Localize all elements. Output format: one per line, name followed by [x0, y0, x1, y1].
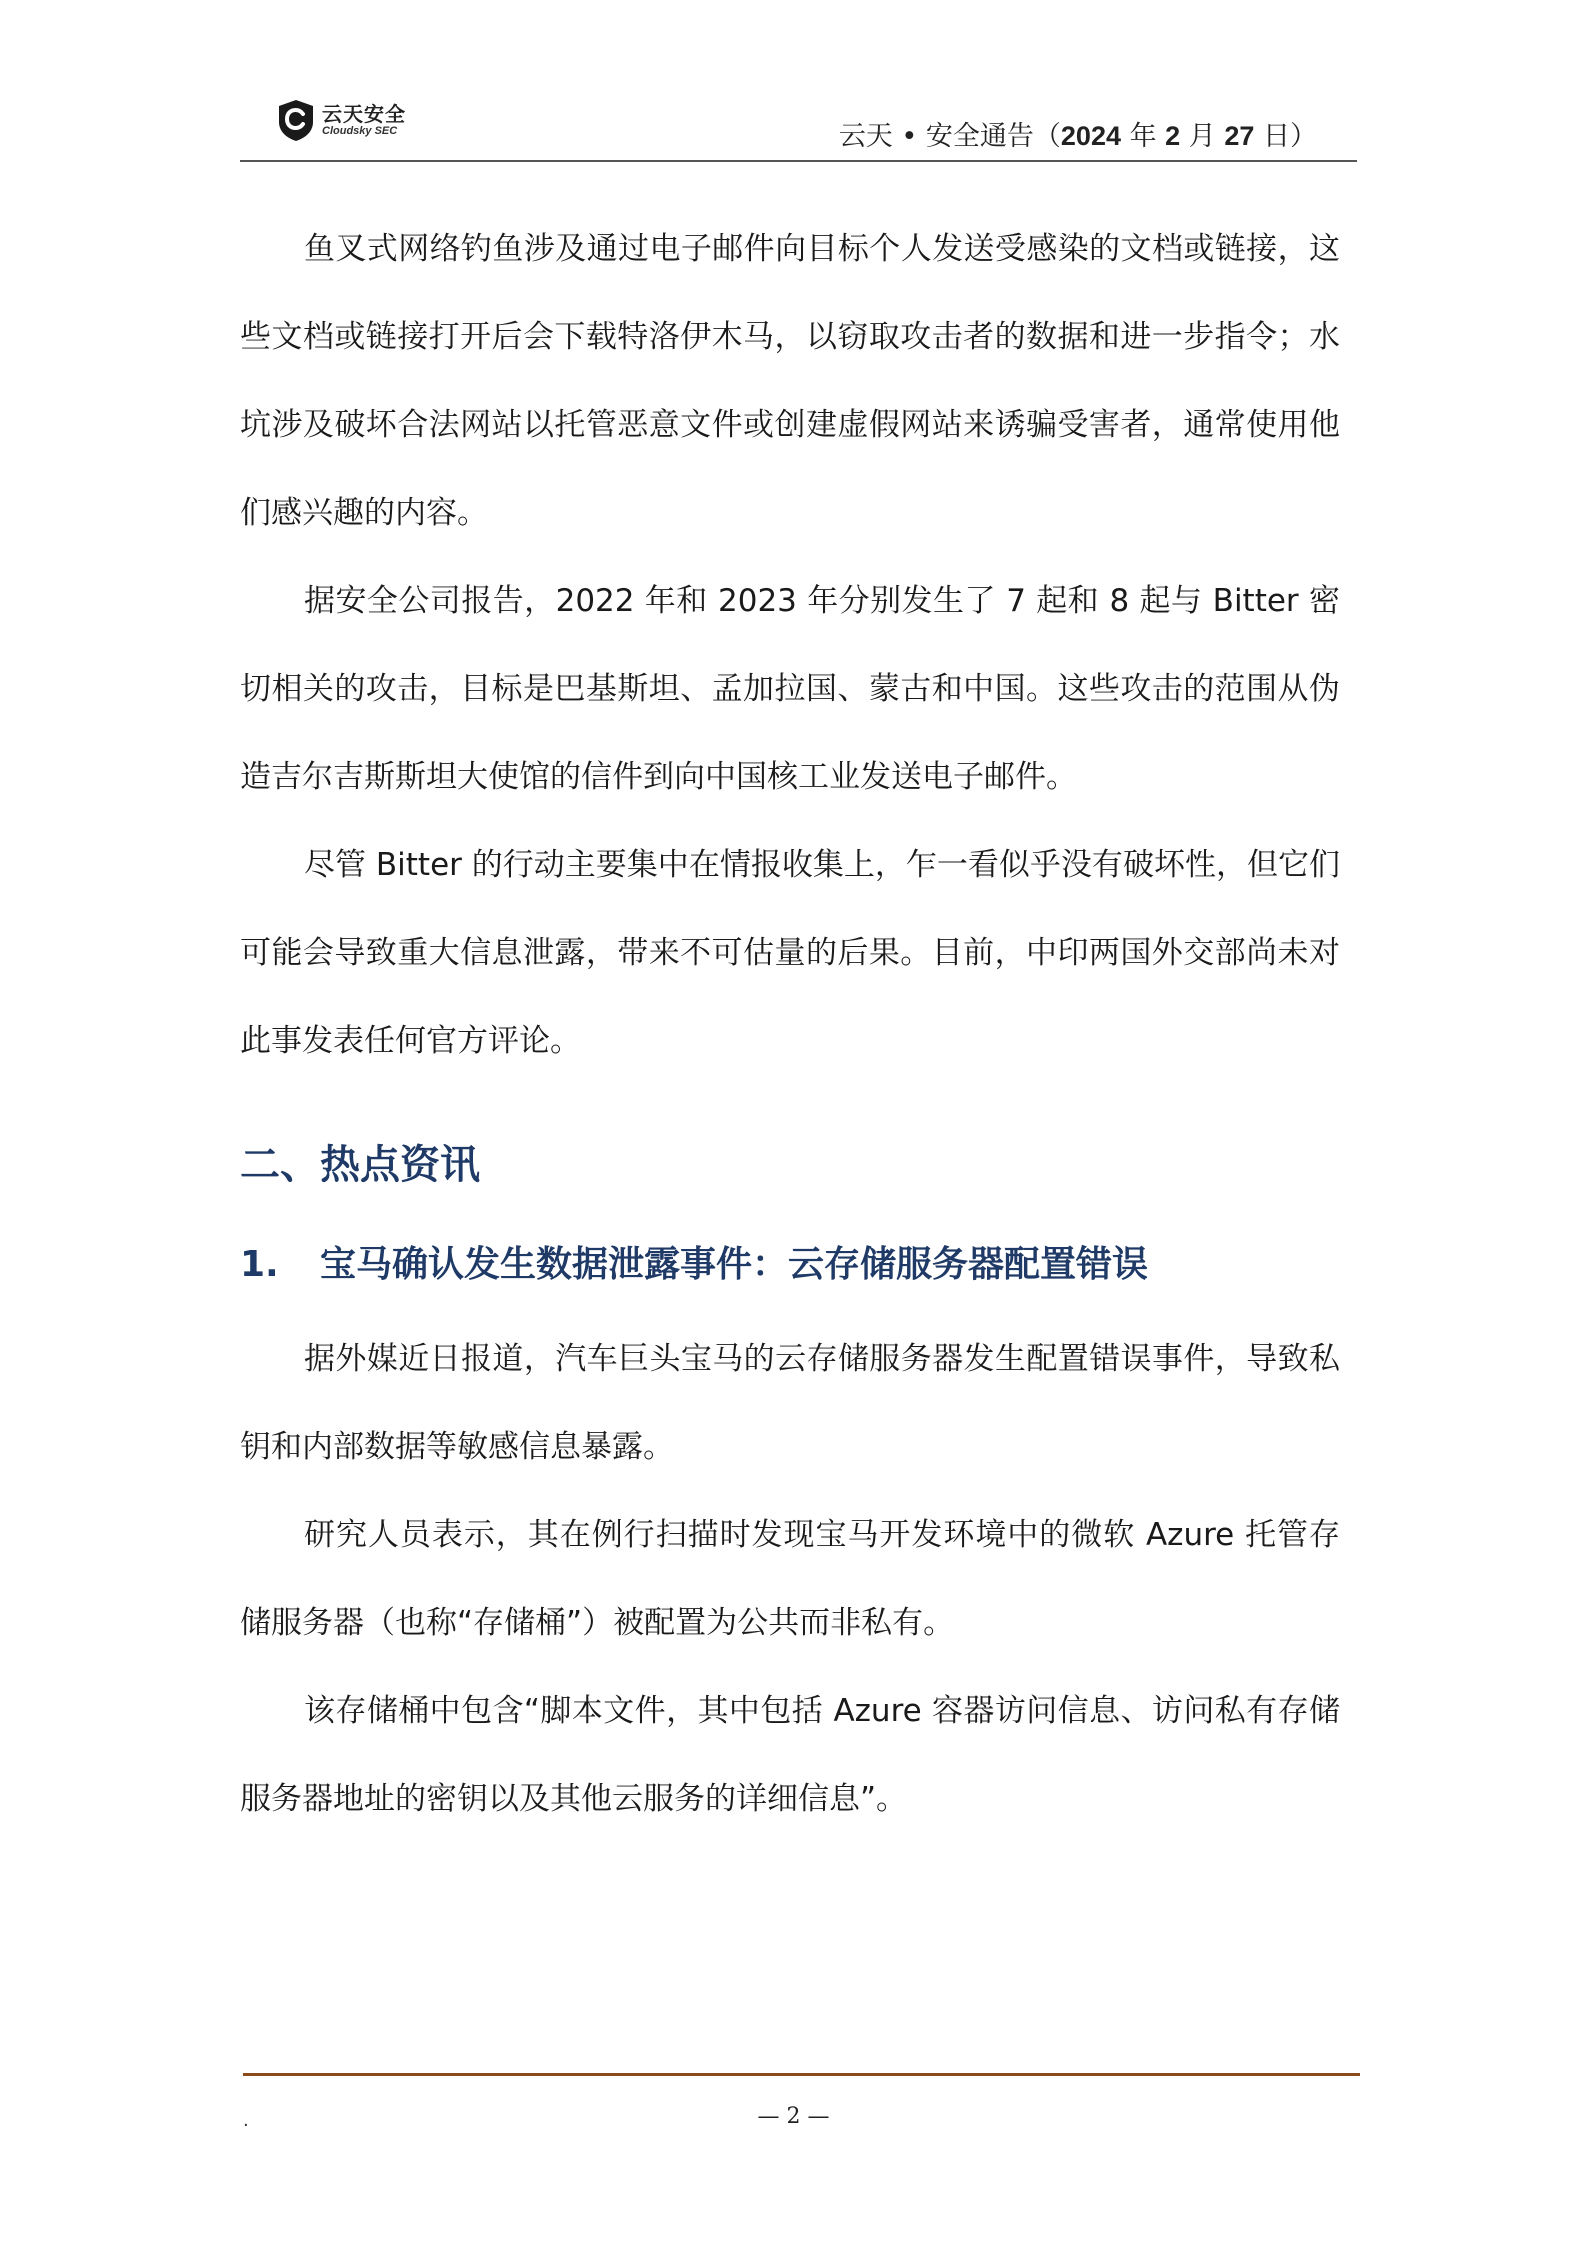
- logo-english-text: Cloudsky SEC: [322, 125, 398, 137]
- title-day-suffix: 日）: [1254, 121, 1317, 152]
- paragraph-bmw-bucket: 该存储桶中包含“脚本文件，其中包括 Azure 容器访问信息、访问私有存储服务器地址的密钥以及其他云服务的详细信息”。: [240, 1693, 1340, 1817]
- title-month: 2: [1165, 121, 1181, 151]
- title-month-suffix: 月: [1180, 121, 1225, 152]
- paragraph-bitter-impact: 尽管 Bitter 的行动主要集中在情报收集上，乍一看似乎没有破坏性，但它们可能会导致重大信息泄露，带来不可估量的后果。目前，中印两国外交部尚未对此事发表任何官方评论。: [240, 847, 1340, 1059]
- paragraph-bmw-researchers: 研究人员表示，其在例行扫描时发现宝马开发环境中的微软 Azure 托管存储服务器（也称“存储桶”）被配置为公共而非私有。: [240, 1517, 1340, 1641]
- cloudsky-logo-icon: [276, 98, 316, 142]
- subheading-text: 宝马确认发生数据泄露事件：云存储服务器配置错误: [320, 1244, 1149, 1285]
- company-logo: [276, 98, 476, 148]
- title-day: 27: [1224, 121, 1255, 151]
- page-number: — 2 —: [757, 2104, 830, 2129]
- section-heading: 二、热点资讯: [240, 1142, 480, 1188]
- title-prefix: 云天 • 安全通告（: [838, 121, 1061, 152]
- footer-dot: .: [243, 2110, 249, 2131]
- title-year-suffix: 年: [1120, 121, 1166, 152]
- document-body: [240, 205, 1340, 1843]
- paragraph-bitter-attacks: 据安全公司报告，2022 年和 2023 年分别发生了 7 起和 8 起与 Bitter 密切相关的攻击，目标是巴基斯坦、孟加拉国、蒙古和中国。这些攻击的范围从伪造吉尔吉斯斯坦大使馆的信件到向中国核工业发送电子邮件。: [240, 583, 1340, 795]
- paragraph-spear-phishing: 鱼叉式网络钓鱼涉及通过电子邮件向目标个人发送受感染的文档或链接，这些文档或链接打开后会下载特洛伊木马，以窃取攻击者的数据和进一步指令；水坑涉及破坏合法网站以托管恶意文件或创建虚假网站来诱骗受害者，通常使用他们感兴趣的内容。: [240, 231, 1340, 531]
- bulletin-title: [839, 114, 1317, 153]
- footer-divider: [243, 2073, 1360, 2076]
- subheading: [240, 1215, 1340, 1315]
- header-divider: [240, 160, 1357, 162]
- page-header: [240, 92, 1357, 162]
- paragraph-bmw-report: 据外媒近日报道，汽车巨头宝马的云存储服务器发生配置错误事件，导致私钥和内部数据等敏感信息暴露。: [240, 1341, 1340, 1465]
- title-year: 2024: [1060, 121, 1121, 151]
- subheading-index: 1.: [240, 1244, 279, 1285]
- logo-chinese-text: 云天安全: [322, 102, 406, 126]
